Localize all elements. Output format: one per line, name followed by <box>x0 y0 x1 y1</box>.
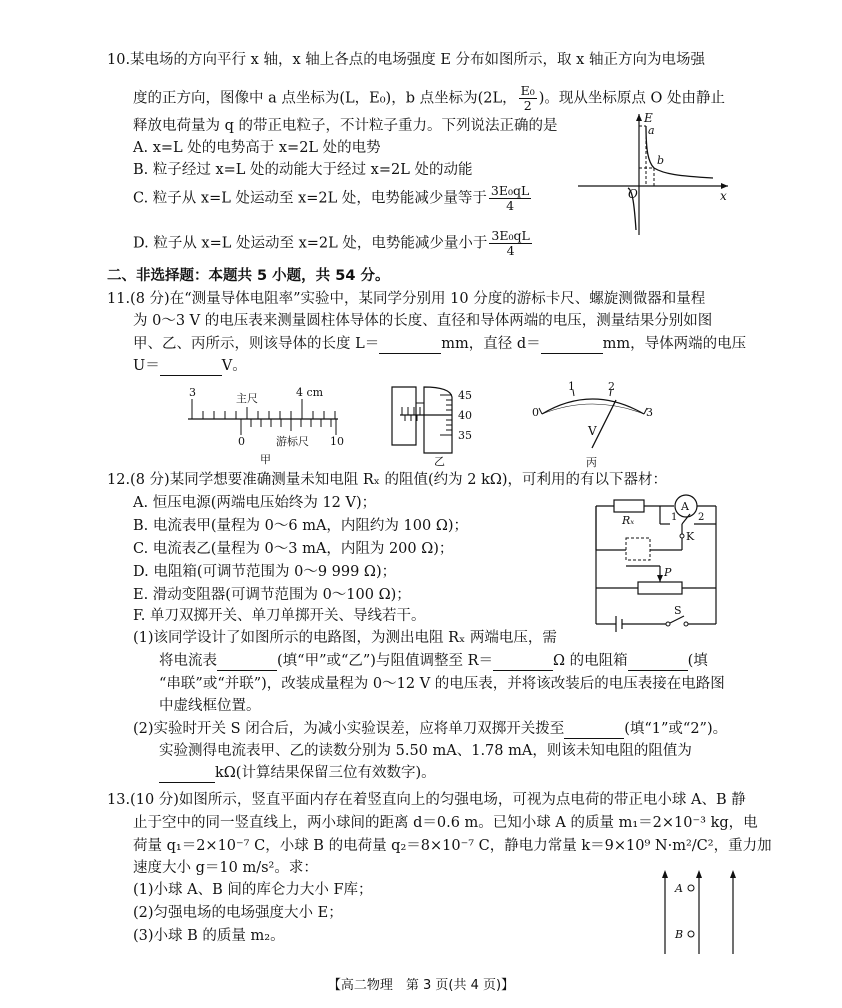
q12-item-f: F. 单刀双掷开关、单刀单掷开关、导线若干。 <box>133 608 426 624</box>
q12-part1-line1: (1)该同学设计了如图所示的电路图，为测出电阻 Rₓ 两端电压，需 <box>133 630 557 646</box>
q10-option-d-fraction: $\frac{\text{3E₀qL}}{4}$ <box>491 228 530 258</box>
answer-blank-switch-position[interactable] <box>564 722 624 739</box>
graph-b-label: b <box>657 154 665 167</box>
q13-line3: 荷量 q₁＝2×10⁻⁷ C，小球 B 的电荷量 q₂＝8×10⁻⁷ C，静电力常量 k＝9×10⁹ N·m²/C²，重力加 <box>133 838 772 854</box>
q13-line1: 13.(10 分)如图所示，竖直平面内存在着竖直向上的匀强电场，可视为点电荷的带正电小球 A、B 静 <box>107 792 746 808</box>
electric-field-figure <box>655 868 745 958</box>
voltmeter-label-2: 2 <box>608 380 615 393</box>
caliper-label-4cm: 4 cm <box>296 386 324 399</box>
circuit-k-label: K <box>686 530 695 543</box>
q11-line3: 甲、乙、丙所示，则该导体的长度 L＝ mm，直径 d＝ mm，导体两端的电压 <box>133 336 747 352</box>
micrometer-label-35: 35 <box>458 429 472 442</box>
circuit-terminal-1: 1 <box>671 512 678 523</box>
q12-part2-line3: kΩ(计算结果保留三位有效数字)。 <box>159 763 436 783</box>
q10-option-c-fraction: $\frac{\text{3E₀qL}}{4}$ <box>490 183 530 213</box>
q12-part2-line1: (2)实验时开关 S 闭合后，为减小实验误差，应将单刀双掷开关拨至 (填“1”或“2”)。 <box>133 721 728 737</box>
circuit-s-label: S <box>674 604 682 617</box>
answer-blank-ammeter[interactable] <box>217 654 277 671</box>
section-2-heading: 二、非选择题：本题共 5 小题，共 54 分。 <box>107 268 390 284</box>
e-x-graph <box>578 110 738 240</box>
q13-line2: 止于空中的同一竖直线上，两小球间的距离 d＝0.6 m。已知小球 A 的质量 m₁＝2×10⁻³ kg，电 <box>133 815 758 831</box>
caption-jia: 甲 <box>260 453 271 466</box>
micrometer-figure <box>380 385 490 467</box>
caliper-vernier-10: 10 <box>330 435 344 448</box>
voltmeter-unit: V <box>588 424 597 438</box>
q10-option-c: C. 粒子从 x=L 处运动至 x=2L 处，电势能减少量等于 $\frac{\text{3E₀qL}}{4}$ <box>133 183 530 213</box>
q11-line2: 为 0～3 V 的电压表来测量圆柱体导体的长度、直径和导体两端的电压，测量结果分别如图 <box>133 313 713 329</box>
graph-origin-label: O <box>628 187 638 201</box>
q13-sub3: (3)小球 B 的质量 m₂。 <box>133 928 285 944</box>
answer-blank-voltage[interactable] <box>160 359 222 376</box>
q10-fraction: $\frac{\text{E₀}}{2}$ <box>520 83 535 113</box>
caliper-vernier-label: 游标尺 <box>276 435 309 448</box>
dashed-voltmeter-box <box>626 538 650 560</box>
circuit-ammeter-label: A <box>681 500 689 513</box>
answer-blank-length[interactable] <box>379 337 441 354</box>
caliper-label-3: 3 <box>189 386 196 399</box>
q12-part1-line3: “串联”或“并联”)，改装成量程为 0～12 V 的电压表，并将该改装后的电压表接在电路图 <box>159 676 725 692</box>
vernier-caliper-figure <box>180 385 350 465</box>
q11-line4: U＝ V。 <box>133 358 247 374</box>
q12-part2-line2: 实验测得电流表甲、乙的读数分别为 5.50 mA、1.78 mA，则该未知电阻的阻值为 <box>159 743 692 759</box>
q12-item-b: B. 电流表甲(量程为 0～6 mA，内阻约为 100 Ω)； <box>133 518 468 534</box>
q10-line3: 释放电荷量为 q 的带正电粒子，不计粒子重力。下列说法正确的是 <box>133 118 558 134</box>
q12-item-e: E. 滑动变阻器(可调节范围为 0～100 Ω)； <box>133 587 411 603</box>
caption-bing: 丙 <box>586 456 597 469</box>
caliper-vernier-0: 0 <box>238 435 245 448</box>
micrometer-label-45: 45 <box>458 389 472 402</box>
circuit-terminal-2: 2 <box>698 512 705 523</box>
q12-item-c: C. 电流表乙(量程为 0～3 mA，内阻为 200 Ω)； <box>133 541 454 557</box>
q10-option-a: A. x=L 处的电势高于 x=2L 处的电势 <box>133 140 381 156</box>
q12-part1-line4: 中虚线框位置。 <box>159 698 261 714</box>
q10-option-b: B. 粒子经过 x=L 处的动能大于经过 x=2L 处的动能 <box>133 162 473 178</box>
circuit-diagram <box>578 488 743 640</box>
graph-e-label: E <box>644 111 653 125</box>
circuit-p-label: P <box>664 566 672 579</box>
ball-a-label: A <box>675 882 683 895</box>
voltmeter-label-1: 1 <box>568 380 575 393</box>
q13-sub2: (2)匀强电场的电场强度大小 E； <box>133 905 343 921</box>
answer-blank-connection[interactable] <box>628 654 688 671</box>
answer-blank-rx-value[interactable] <box>159 766 215 783</box>
circuit-rx-label: Rₓ <box>622 514 635 527</box>
micrometer-label-40: 40 <box>458 409 472 422</box>
graph-x-label: x <box>720 189 727 203</box>
q10-line2: 度的正方向，图像中 a 点坐标为(L，E₀)，b 点坐标为(2L， $\frac{\text{E₀}}{2}$ )。现从坐标原点 O 处由静止 <box>133 83 726 113</box>
voltmeter-label-3: 3 <box>646 406 653 419</box>
q11-line1: 11.(8 分)在“测量导体电阻率”实验中，某同学分别用 10 分度的游标卡尺、螺旋测微器和量程 <box>107 291 706 307</box>
graph-a-label: a <box>648 124 655 137</box>
ball-b-label: B <box>675 928 684 941</box>
q12-part1-line2: 将电流表 (填“甲”或“乙”)与阻值调整至 R＝ Ω 的电阻箱 (填 <box>159 653 708 669</box>
q10-line1: 10.某电场的方向平行 x 轴，x 轴上各点的电场强度 E 分布如图所示，取 x 轴正方向为电场强 <box>107 52 705 68</box>
q12-line1: 12.(8 分)某同学想要准确测量未知电阻 Rₓ 的阻值(约为 2 kΩ)，可利用的有以下器材： <box>107 472 668 488</box>
q12-item-d: D. 电阻箱(可调节范围为 0～9 999 Ω)； <box>133 564 397 580</box>
q12-item-a: A. 恒压电源(两端电压始终为 12 V)； <box>133 495 377 511</box>
q13-sub1: (1)小球 A、B 间的库仑力大小 F库； <box>133 882 373 898</box>
voltmeter-label-0: 0 <box>532 406 539 419</box>
q10-option-d: D. 粒子从 x=L 处运动至 x=2L 处，电势能减少量小于 $\frac{\text{3E₀qL}}{4}$ <box>133 228 530 258</box>
page-footer: 【高二物理 第 3 页(共 4 页)】 <box>327 978 515 993</box>
answer-blank-resistance[interactable] <box>493 654 553 671</box>
caption-yi: 乙 <box>434 455 445 468</box>
caliper-main-scale-label: 主尺 <box>236 392 258 405</box>
q13-line4: 速度大小 g＝10 m/s²。求： <box>133 860 318 876</box>
voltmeter-figure <box>528 380 658 470</box>
answer-blank-diameter[interactable] <box>541 337 603 354</box>
